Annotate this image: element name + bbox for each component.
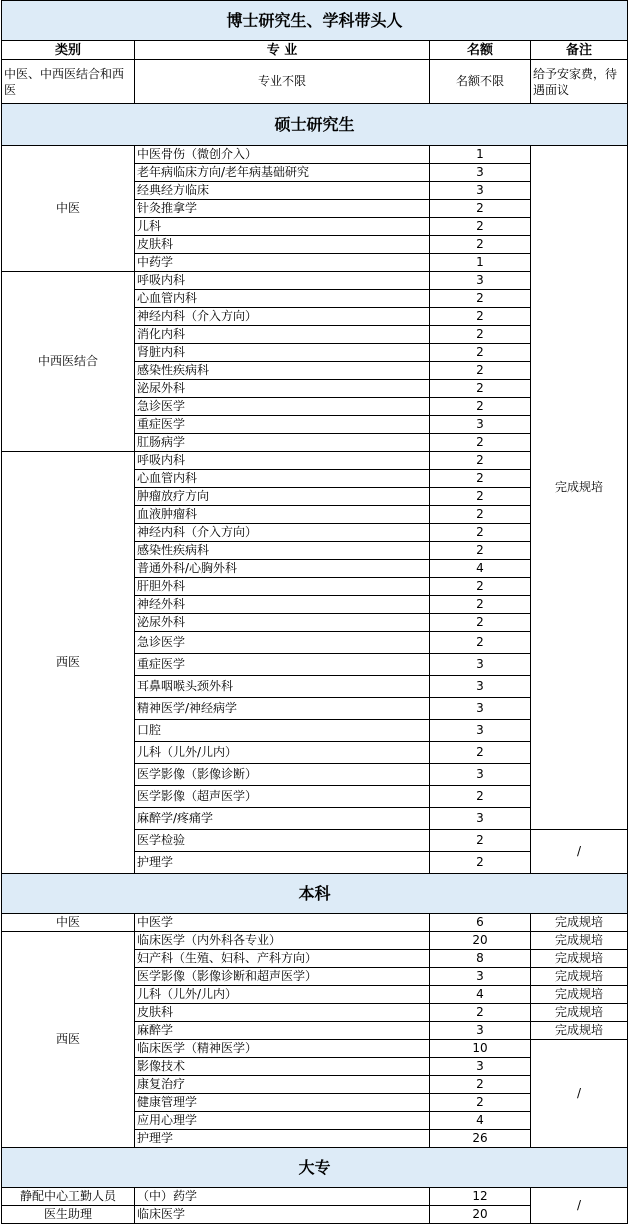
quota-cell: 4 (430, 986, 531, 1004)
quota-cell: 2 (430, 452, 531, 470)
quota-cell: 2 (430, 524, 531, 542)
section-title-bachelor: 本科 (2, 874, 628, 914)
major-cell: 神经内科（介入方向） (135, 524, 430, 542)
major-cell: 感染性疾病科 (135, 362, 430, 380)
major-cell: 感染性疾病科 (135, 542, 430, 560)
section-row (2, 1148, 628, 1188)
note-cell: 给予安家费，待遇面议 (531, 60, 628, 104)
quota-cell: 2 (430, 1004, 531, 1022)
quota-cell: 12 (430, 1188, 531, 1206)
major-cell: 医学影像（影像诊断） (135, 764, 430, 786)
major-cell: 心血管内科 (135, 470, 430, 488)
major-cell: 康复治疗 (135, 1076, 430, 1094)
major-cell: 口腔 (135, 720, 430, 742)
major-cell: 中医学 (135, 914, 430, 932)
quota-cell: 名额不限 (430, 60, 531, 104)
note-cell: 完成规培 (531, 986, 628, 1004)
quota-cell: 2 (430, 470, 531, 488)
quota-cell: 3 (430, 808, 531, 830)
quota-cell: 2 (430, 632, 531, 654)
quota-cell: 8 (430, 950, 531, 968)
major-cell: 心血管内科 (135, 290, 430, 308)
quota-cell: 2 (430, 742, 531, 764)
header-quota: 名额 (430, 41, 531, 60)
major-cell: 临床医学（内外科各专业） (135, 932, 430, 950)
major-cell: 儿科（儿外/儿内） (135, 986, 430, 1004)
note-cell: / (531, 830, 628, 874)
major-cell: 泌尿外科 (135, 380, 430, 398)
table-row (2, 932, 628, 950)
section-title-doctor: 博士研究生、学科带头人 (2, 1, 628, 41)
header-major: 专 业 (135, 41, 430, 60)
quota-cell: 2 (430, 398, 531, 416)
note-cell: / (531, 1040, 628, 1148)
major-cell: 普通外科/心胸外科 (135, 560, 430, 578)
category-cell: 中医、中西医结合和西医 (2, 60, 135, 104)
major-cell: 中药学 (135, 254, 430, 272)
major-cell: 消化内科 (135, 326, 430, 344)
quota-cell: 2 (430, 614, 531, 632)
major-cell: 针灸推拿学 (135, 200, 430, 218)
quota-cell: 2 (430, 578, 531, 596)
table-row (2, 60, 628, 104)
major-cell: 重症医学 (135, 654, 430, 676)
header-category: 类别 (2, 41, 135, 60)
quota-cell: 3 (430, 968, 531, 986)
major-cell: 医学检验 (135, 830, 430, 852)
category-cell: 西医 (2, 932, 135, 1148)
quota-cell: 3 (430, 698, 531, 720)
quota-cell: 1 (430, 254, 531, 272)
quota-cell: 2 (430, 362, 531, 380)
quota-cell: 2 (430, 506, 531, 524)
quota-cell: 2 (430, 290, 531, 308)
quota-cell: 2 (430, 236, 531, 254)
section-title-master: 硕士研究生 (2, 104, 628, 146)
major-cell: 儿科 (135, 218, 430, 236)
quota-cell: 6 (430, 914, 531, 932)
quota-cell: 2 (430, 434, 531, 452)
quota-cell: 3 (430, 416, 531, 434)
section-row (2, 104, 628, 146)
table-row (2, 914, 628, 932)
major-cell: 肝胆外科 (135, 578, 430, 596)
major-cell: （中）药学 (135, 1188, 430, 1206)
major-cell: 专业不限 (135, 60, 430, 104)
quota-cell: 4 (430, 560, 531, 578)
major-cell: 儿科（儿外/儿内） (135, 742, 430, 764)
major-cell: 肾脏内科 (135, 344, 430, 362)
quota-cell: 20 (430, 1206, 531, 1224)
section-title-college: 大专 (2, 1148, 628, 1188)
major-cell: 应用心理学 (135, 1112, 430, 1130)
major-cell: 麻醉学/疼痛学 (135, 808, 430, 830)
major-cell: 呼吸内科 (135, 272, 430, 290)
major-cell: 精神医学/神经病学 (135, 698, 430, 720)
major-cell: 临床医学 (135, 1206, 430, 1224)
major-cell: 神经内科（介入方向） (135, 308, 430, 326)
quota-cell: 3 (430, 764, 531, 786)
major-cell: 经典经方临床 (135, 182, 430, 200)
category-cell: 静配中心工勤人员 (2, 1188, 135, 1206)
major-cell: 麻醉学 (135, 1022, 430, 1040)
quota-cell: 2 (430, 542, 531, 560)
quota-cell: 2 (430, 1076, 531, 1094)
note-cell: 完成规培 (531, 968, 628, 986)
major-cell: 肿瘤放疗方向 (135, 488, 430, 506)
header-note: 备注 (531, 41, 628, 60)
major-cell: 医学影像（影像诊断和超声医学） (135, 968, 430, 986)
major-cell: 妇产科（生殖、妇科、产科方向） (135, 950, 430, 968)
quota-cell: 2 (430, 218, 531, 236)
quota-cell: 2 (430, 380, 531, 398)
major-cell: 护理学 (135, 852, 430, 874)
note-cell: 完成规培 (531, 1022, 628, 1040)
category-cell: 中西医结合 (2, 272, 135, 452)
quota-cell: 3 (430, 272, 531, 290)
note-cell: 完成规培 (531, 1004, 628, 1022)
section-row (2, 874, 628, 914)
quota-cell: 2 (430, 596, 531, 614)
major-cell: 呼吸内科 (135, 452, 430, 470)
major-cell: 神经外科 (135, 596, 430, 614)
major-cell: 健康管理学 (135, 1094, 430, 1112)
quota-cell: 2 (430, 852, 531, 874)
major-cell: 耳鼻咽喉头颈外科 (135, 676, 430, 698)
quota-cell: 3 (430, 164, 531, 182)
table-row (2, 146, 628, 164)
major-cell: 重症医学 (135, 416, 430, 434)
category-cell: 医生助理 (2, 1206, 135, 1224)
quota-cell: 2 (430, 488, 531, 506)
header-row (2, 41, 628, 60)
quota-cell: 3 (430, 720, 531, 742)
major-cell: 急诊医学 (135, 398, 430, 416)
major-cell: 医学影像（超声医学） (135, 786, 430, 808)
note-cell: 完成规培 (531, 950, 628, 968)
quota-cell: 2 (430, 344, 531, 362)
quota-cell: 2 (430, 200, 531, 218)
major-cell: 皮肤科 (135, 1004, 430, 1022)
quota-cell: 4 (430, 1112, 531, 1130)
major-cell: 影像技术 (135, 1058, 430, 1076)
quota-cell: 3 (430, 1058, 531, 1076)
quota-cell: 3 (430, 676, 531, 698)
note-cell: / (531, 1188, 628, 1224)
note-cell: 完成规培 (531, 932, 628, 950)
major-cell: 肛肠病学 (135, 434, 430, 452)
note-cell: 完成规培 (531, 146, 628, 830)
quota-cell: 2 (430, 326, 531, 344)
quota-cell: 2 (430, 1094, 531, 1112)
quota-cell: 26 (430, 1130, 531, 1148)
major-cell: 中医骨伤（微创介入） (135, 146, 430, 164)
major-cell: 老年病临床方向/老年病基础研究 (135, 164, 430, 182)
quota-cell: 10 (430, 1040, 531, 1058)
category-cell: 中医 (2, 914, 135, 932)
section-row (2, 1, 628, 41)
major-cell: 血液肿瘤科 (135, 506, 430, 524)
major-cell: 临床医学（精神医学） (135, 1040, 430, 1058)
quota-cell: 1 (430, 146, 531, 164)
major-cell: 泌尿外科 (135, 614, 430, 632)
category-cell: 西医 (2, 452, 135, 874)
major-cell: 护理学 (135, 1130, 430, 1148)
quota-cell: 2 (430, 308, 531, 326)
quota-cell: 3 (430, 1022, 531, 1040)
category-cell: 中医 (2, 146, 135, 272)
recruitment-table (1, 0, 628, 1224)
quota-cell: 3 (430, 182, 531, 200)
table-row (2, 1188, 628, 1206)
quota-cell: 2 (430, 786, 531, 808)
major-cell: 皮肤科 (135, 236, 430, 254)
quota-cell: 2 (430, 830, 531, 852)
major-cell: 急诊医学 (135, 632, 430, 654)
note-cell: 完成规培 (531, 914, 628, 932)
quota-cell: 3 (430, 654, 531, 676)
quota-cell: 20 (430, 932, 531, 950)
